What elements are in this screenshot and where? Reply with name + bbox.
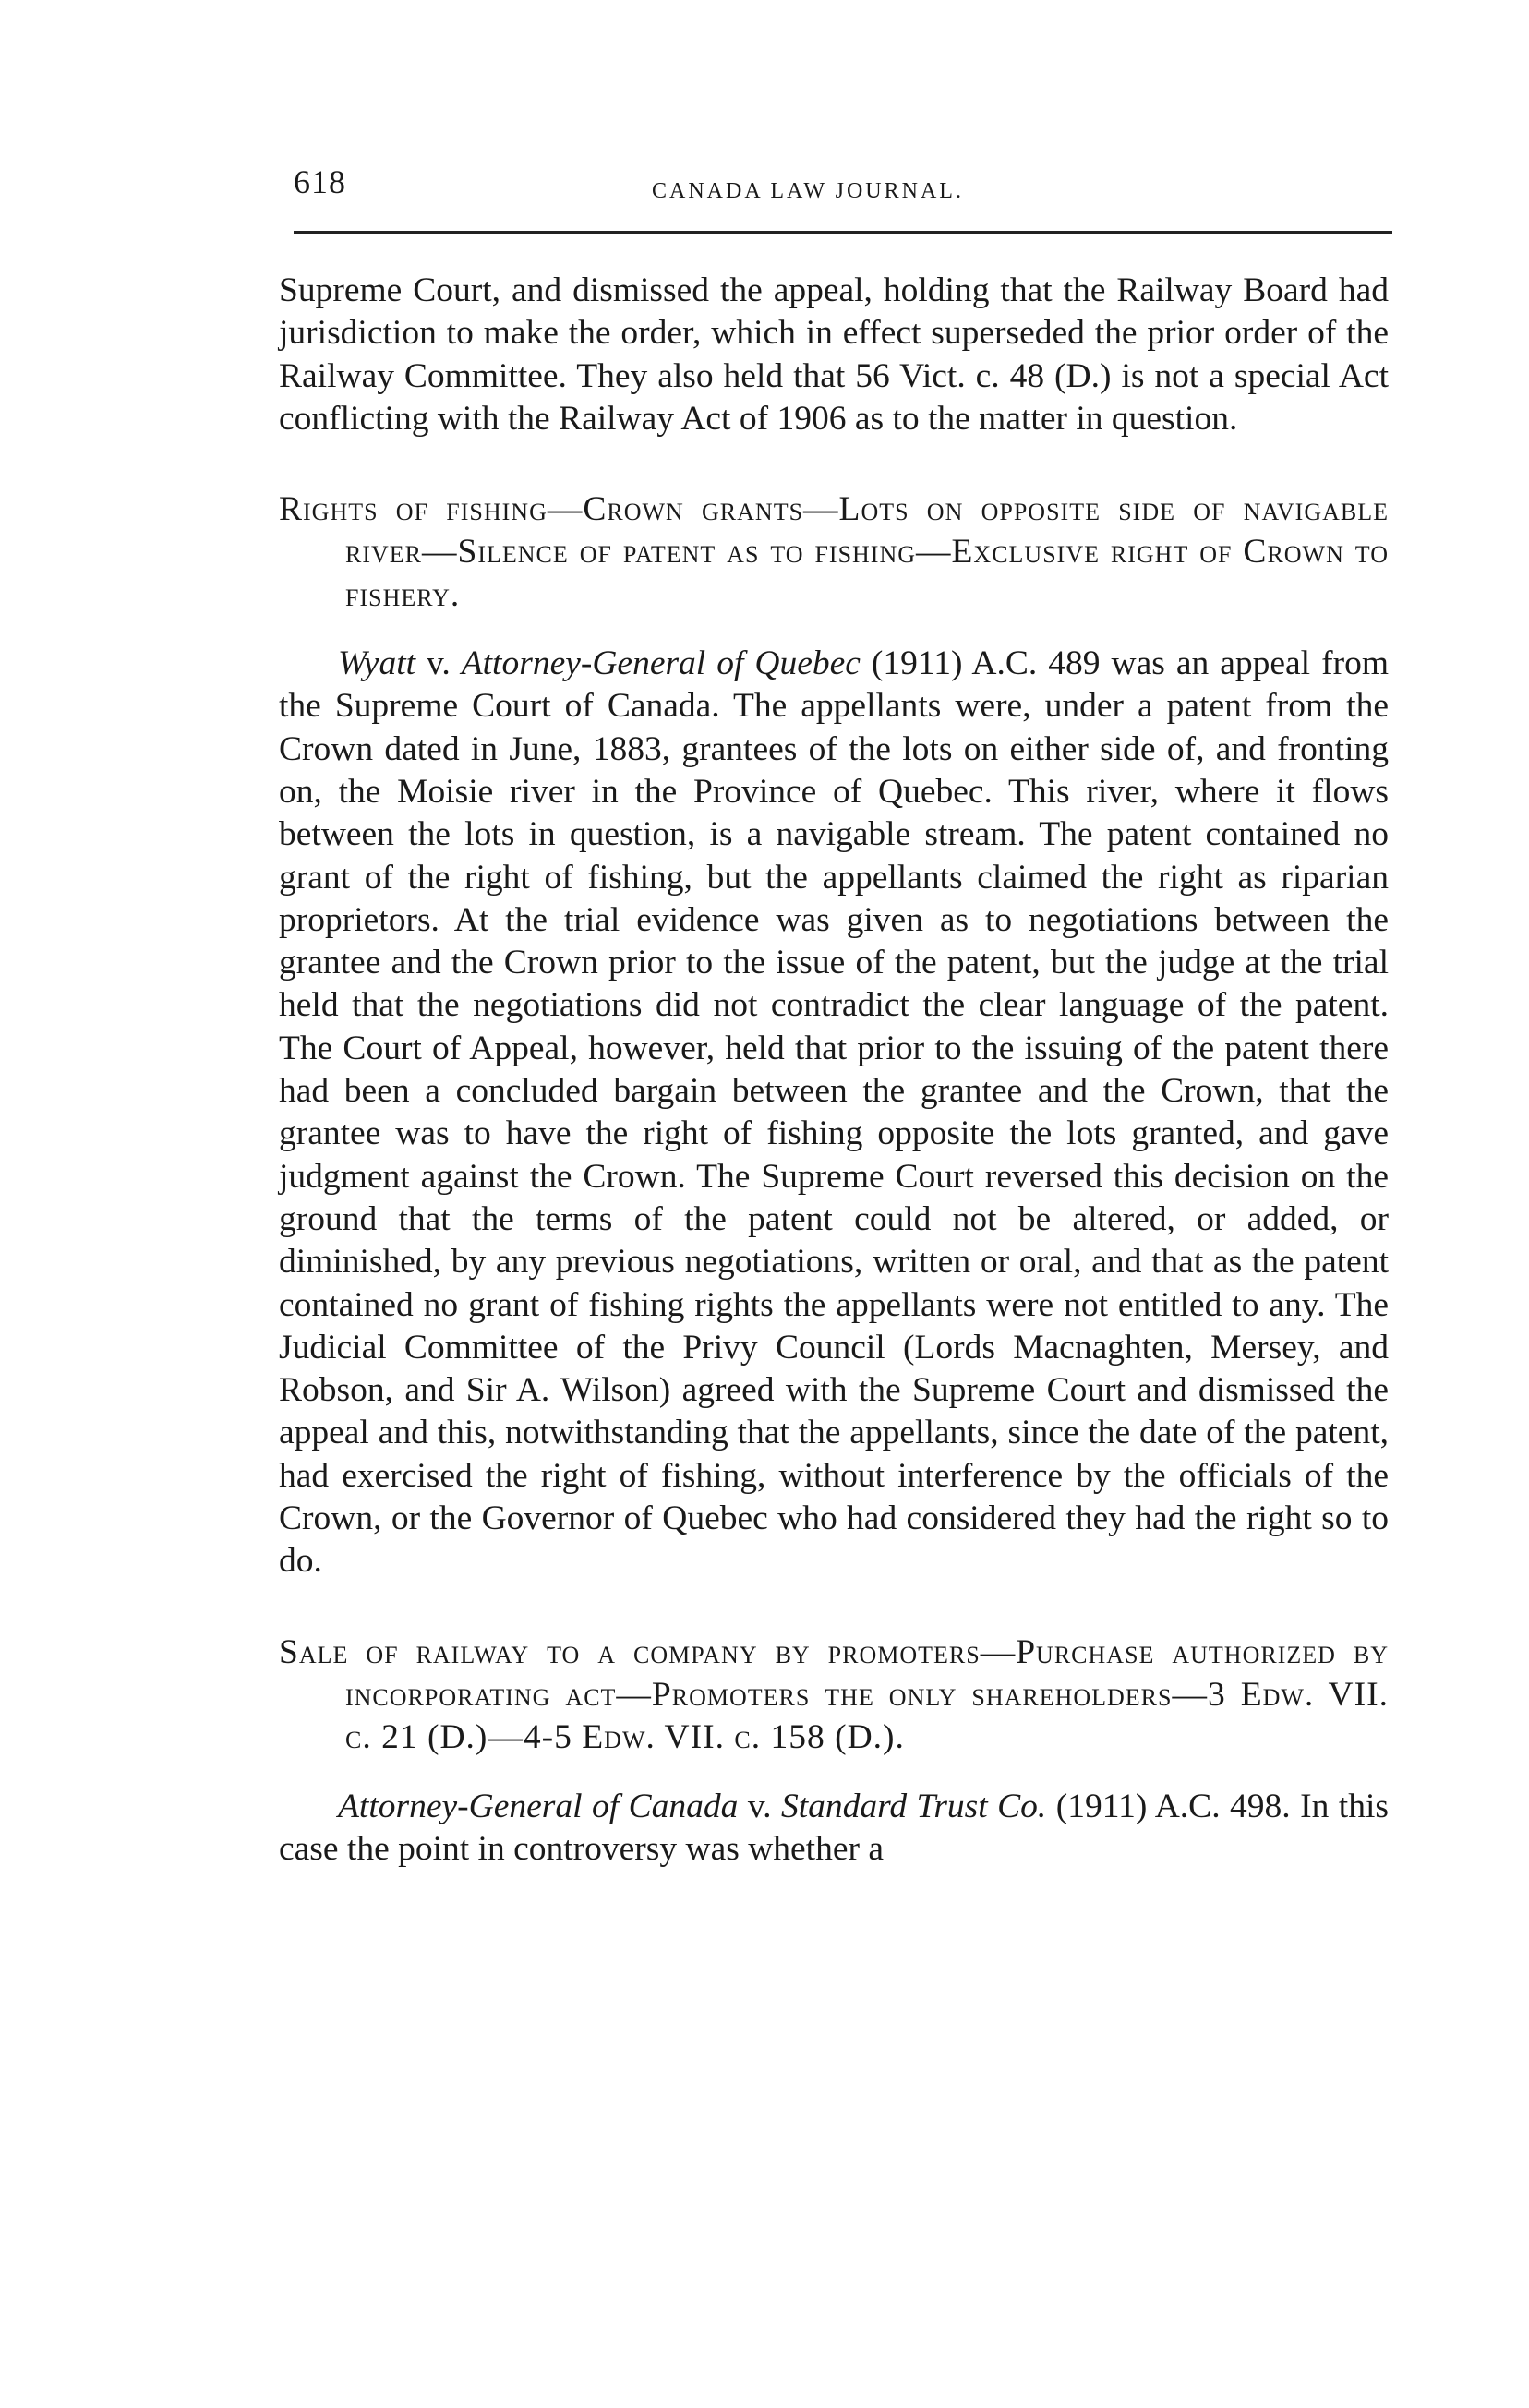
- case-body: (1911) A.C. 498. In this case the point in controversy was whether a: [279, 1787, 1389, 1868]
- body-text: [279, 270, 1389, 1871]
- case-name: Wyatt: [338, 644, 416, 683]
- opposing-party: Standard Trust Co.: [780, 1787, 1047, 1825]
- running-head: CANADA LAW JOURNAL.: [652, 179, 964, 203]
- case-paragraph-wyatt: [279, 643, 1389, 1583]
- versus: v.: [738, 1787, 781, 1825]
- continuation-paragraph: Supreme Court, and dismissed the appeal, holding that the Railway Board had jurisdiction to make the order, which in effect superseded the prior order of the Railway Committee. They also held that 56 Vict. c. 48 (D.) is not a special Act conflicting with the Railway Act of 1906 as to the matter in question.: [279, 271, 1389, 438]
- page-number: 618: [294, 163, 346, 200]
- headnote-sale-of-railway: Sale of railway to a company by promoters—Purchase authorized by incorporating act—Promoters the only shareholders—3 Edw. VII. c. 21 (D.)—4-5 Edw. VII. c. 158 (D.).: [279, 1632, 1389, 1757]
- case-name: Attorney-General of Canada: [338, 1787, 739, 1825]
- case-paragraph-standard-trust: [279, 1786, 1389, 1872]
- headnote-rights-of-fishing: Rights of fishing—Crown grants—Lots on opposite side of navigable river—Silence of patent as to fishing—Exclusive right of Crown to fishery.: [279, 490, 1389, 614]
- case-body: (1911) A.C. 489 was an appeal from the Supreme Court of Canada. The appellants were, under a patent from the Crown dated in June, 1883, grantees of the lots on either side of, and fronting on, the Moisie river in the Province of Quebec. This river, where it flows between the lots in question, is a navigable stream. The patent contained no grant of the right of fishing, but the appellants claimed the right as riparian proprietors. At the trial evidence was given as to negotiations between the grantee and the Crown prior to the issue of the patent, but the judge at the trial held that the negotiations did not contradict the clear language of the patent. The Court of Appeal, however, held that prior to the issuing of the patent there had been a concluded bargain between the grantee and the Crown, that the grantee was to have the right of fishing opposite the lots granted, and gave judgment against the Crown. The Supreme Court reversed this decision on the ground that the terms of the patent could not be altered, or added, or diminished, by any previous negotiations, written or oral, and that as the patent contained no grant of fishing rights the appellants were not entitled to any. The Judicial Committee of the Privy Council (Lords Macnaghten, Mersey, and Robson, and Sir A. Wilson) agreed with the Supreme Court and dismissed the appeal and this, notwithstanding that the appellants, since the date of the patent, had exercised the right of fishing, without interference by the officials of the Crown, or the Governor of Quebec who had considered they had the right so to do.: [279, 644, 1389, 1581]
- opposing-party: Attorney-General of Quebec: [461, 644, 861, 683]
- page-header: [294, 155, 1392, 211]
- header-rule: [294, 231, 1392, 234]
- versus: v.: [415, 644, 462, 683]
